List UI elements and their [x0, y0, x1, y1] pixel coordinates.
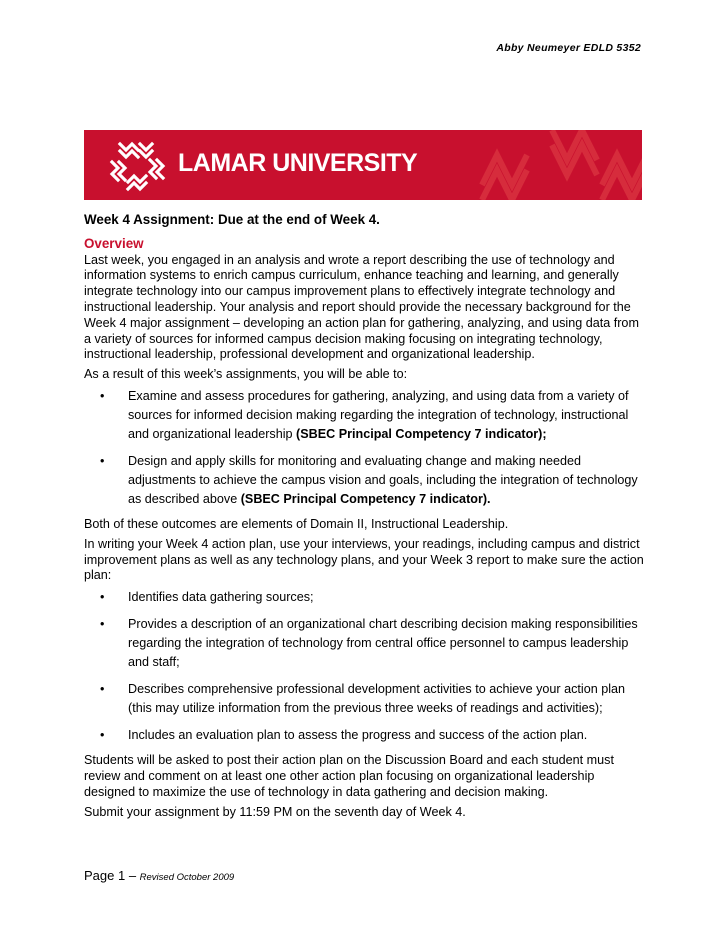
action-plan-intro: In writing your Week 4 action plan, use your interviews, your readings, including campus and district improvement plans as well as any technology plans, and your Week 3 report to make sure the action plan: [84, 536, 644, 583]
revision-date: Revised October 2009 [139, 872, 235, 883]
discussion-board-note: Students will be asked to post their action plan on the Discussion Board and each student must review and comment on at least one other action plan focusing on organizational leadership designed to maximize the use of technology in data gathering and decision making. [84, 753, 614, 799]
overview-paragraph: Last week, you engaged in an analysis and wrote a report describing the use of technology and information systems to enrich campus curriculum, enhance teaching and learning, and generally integrate technology into our campus improvement plans to effectively integrate technology and instructional leadership. Your analysis and report should provide the necessary background for the Week 4 major assignment – developing an action plan for gathering, analyzing, and using data from a variety of sources for informed campus decision making focusing on integrating technology, instructional leadership, professional development and organizational leadership. [84, 252, 639, 362]
outcomes-intro: As a result of this week’s assignments, you will be able to: [84, 367, 408, 382]
author-course-note: Abby Neumeyer EDLD 5352 [496, 42, 641, 54]
page-footer [84, 868, 234, 883]
star-watermark-icon [442, 130, 642, 200]
list-item: • Provides a description of an organizational chart describing decision making responsibilities regarding the integration of technology from central office personnel to campus leadership and staff; [128, 615, 644, 672]
university-banner [84, 130, 642, 200]
list-item: • Design and apply skills for monitoring and evaluating change and making needed adjustments to achieve the campus vision and goals, including the integration of technology as described above (SBEC Principal Competency 7 indicator). [128, 452, 644, 509]
list-item: • Describes comprehensive professional development activities to achieve your action plan (this may utilize information from the previous three weeks of readings and activities); [128, 680, 644, 718]
requirements-list [84, 588, 644, 745]
assignment-body [84, 212, 644, 824]
lamar-star-logo-icon [106, 138, 168, 194]
list-item: • Identifies data gathering sources; [128, 588, 644, 607]
overview-heading: Overview [84, 235, 144, 251]
submission-deadline: Submit your assignment by 11:59 PM on the seventh day of Week 4. [84, 804, 466, 819]
assignment-title: Week 4 Assignment: Due at the end of Week 4. [84, 212, 380, 227]
domain-note: Both of these outcomes are elements of Domain II, Instructional Leadership. [84, 516, 509, 531]
page-number: Page 1 – [84, 868, 140, 883]
list-item: • Includes an evaluation plan to assess the progress and success of the action plan. [128, 726, 644, 745]
university-name: LAMAR UNIVERSITY [178, 149, 418, 177]
outcomes-list [84, 387, 644, 509]
list-item: • Examine and assess procedures for gathering, analyzing, and using data from a variety of sources for informed decision making regarding the integration of technology, instructional and organizational leadership (SBEC Principal Competency 7 indicator); [128, 387, 644, 444]
